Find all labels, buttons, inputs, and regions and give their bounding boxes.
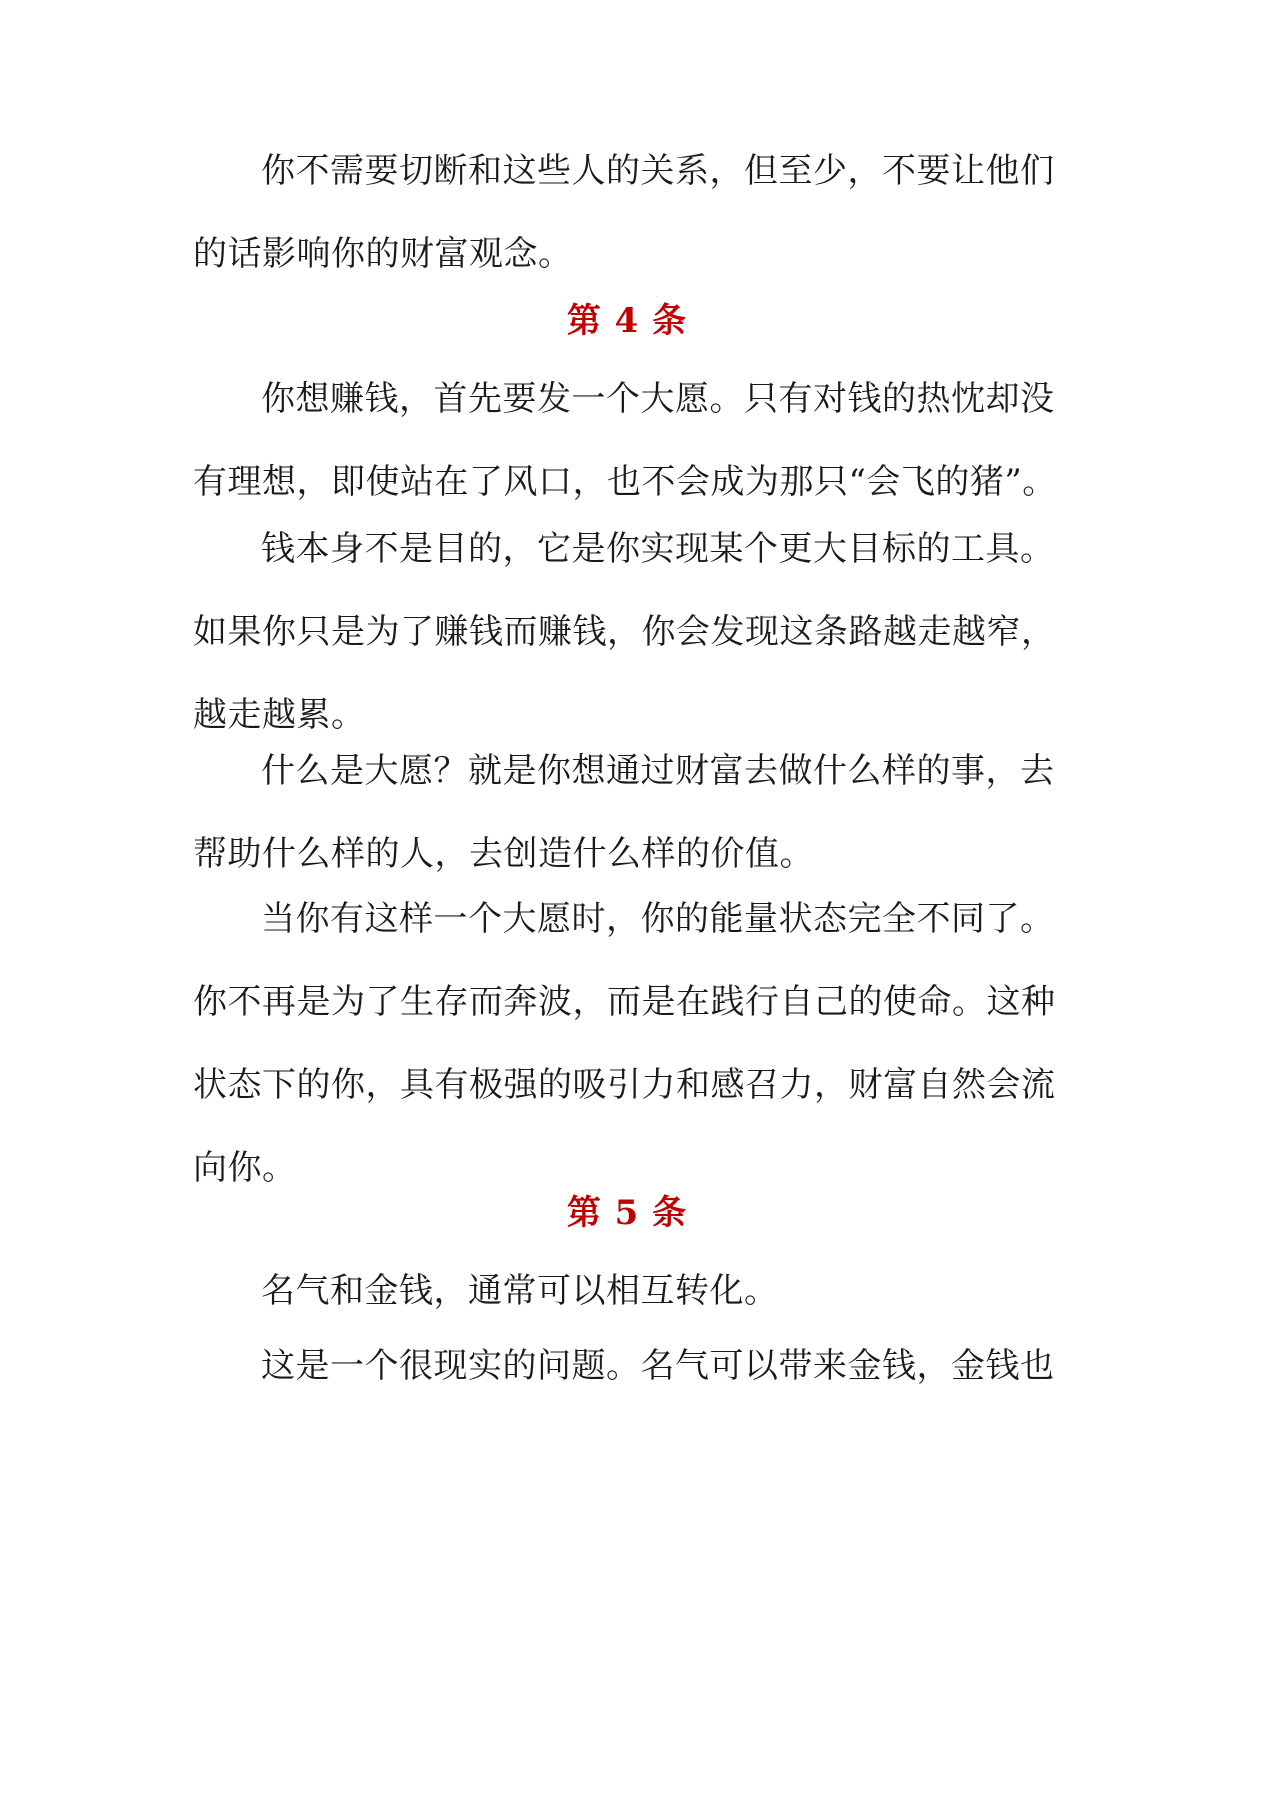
- section-heading-4: 第 4 条: [566, 301, 688, 341]
- paragraph-reality: 这是一个很现实的问题。名气可以带来金钱，金钱也: [261, 1346, 1055, 1386]
- paragraph-energy-state: 当你有这样一个大愿时，你的能量状态完全不同了。 你不再是为了生存而奔波，而是在践行自己的使命。这种 状态下的你，具有极强的吸引力和感召力，财富自然会流 向你。: [193, 899, 1056, 1188]
- paragraph-relationships: 你不需要切断和这些人的关系，但至少，不要让他们 的话影响你的财富观念。: [193, 151, 1055, 274]
- paragraph-what-is-wish: 什么是大愿？就是你想通过财富去做什么样的事，去 帮助什么样的人，去创造什么样的价值。: [193, 751, 1055, 874]
- paragraph-fame-money: 名气和金钱，通常可以相互转化。: [261, 1271, 779, 1311]
- section-heading-5: 第 5 条: [566, 1193, 688, 1233]
- paragraph-great-wish: 你想赚钱，首先要发一个大愿。只有对钱的热忱却没 有理想，即使站在了风口，也不会成为那只“会飞的猪”。: [193, 379, 1057, 502]
- paragraph-money-tool: 钱本身不是目的，它是你实现某个更大目标的工具。 如果你只是为了赚钱而赚钱，你会发现这条路越走越窄， 越走越累。: [193, 529, 1056, 735]
